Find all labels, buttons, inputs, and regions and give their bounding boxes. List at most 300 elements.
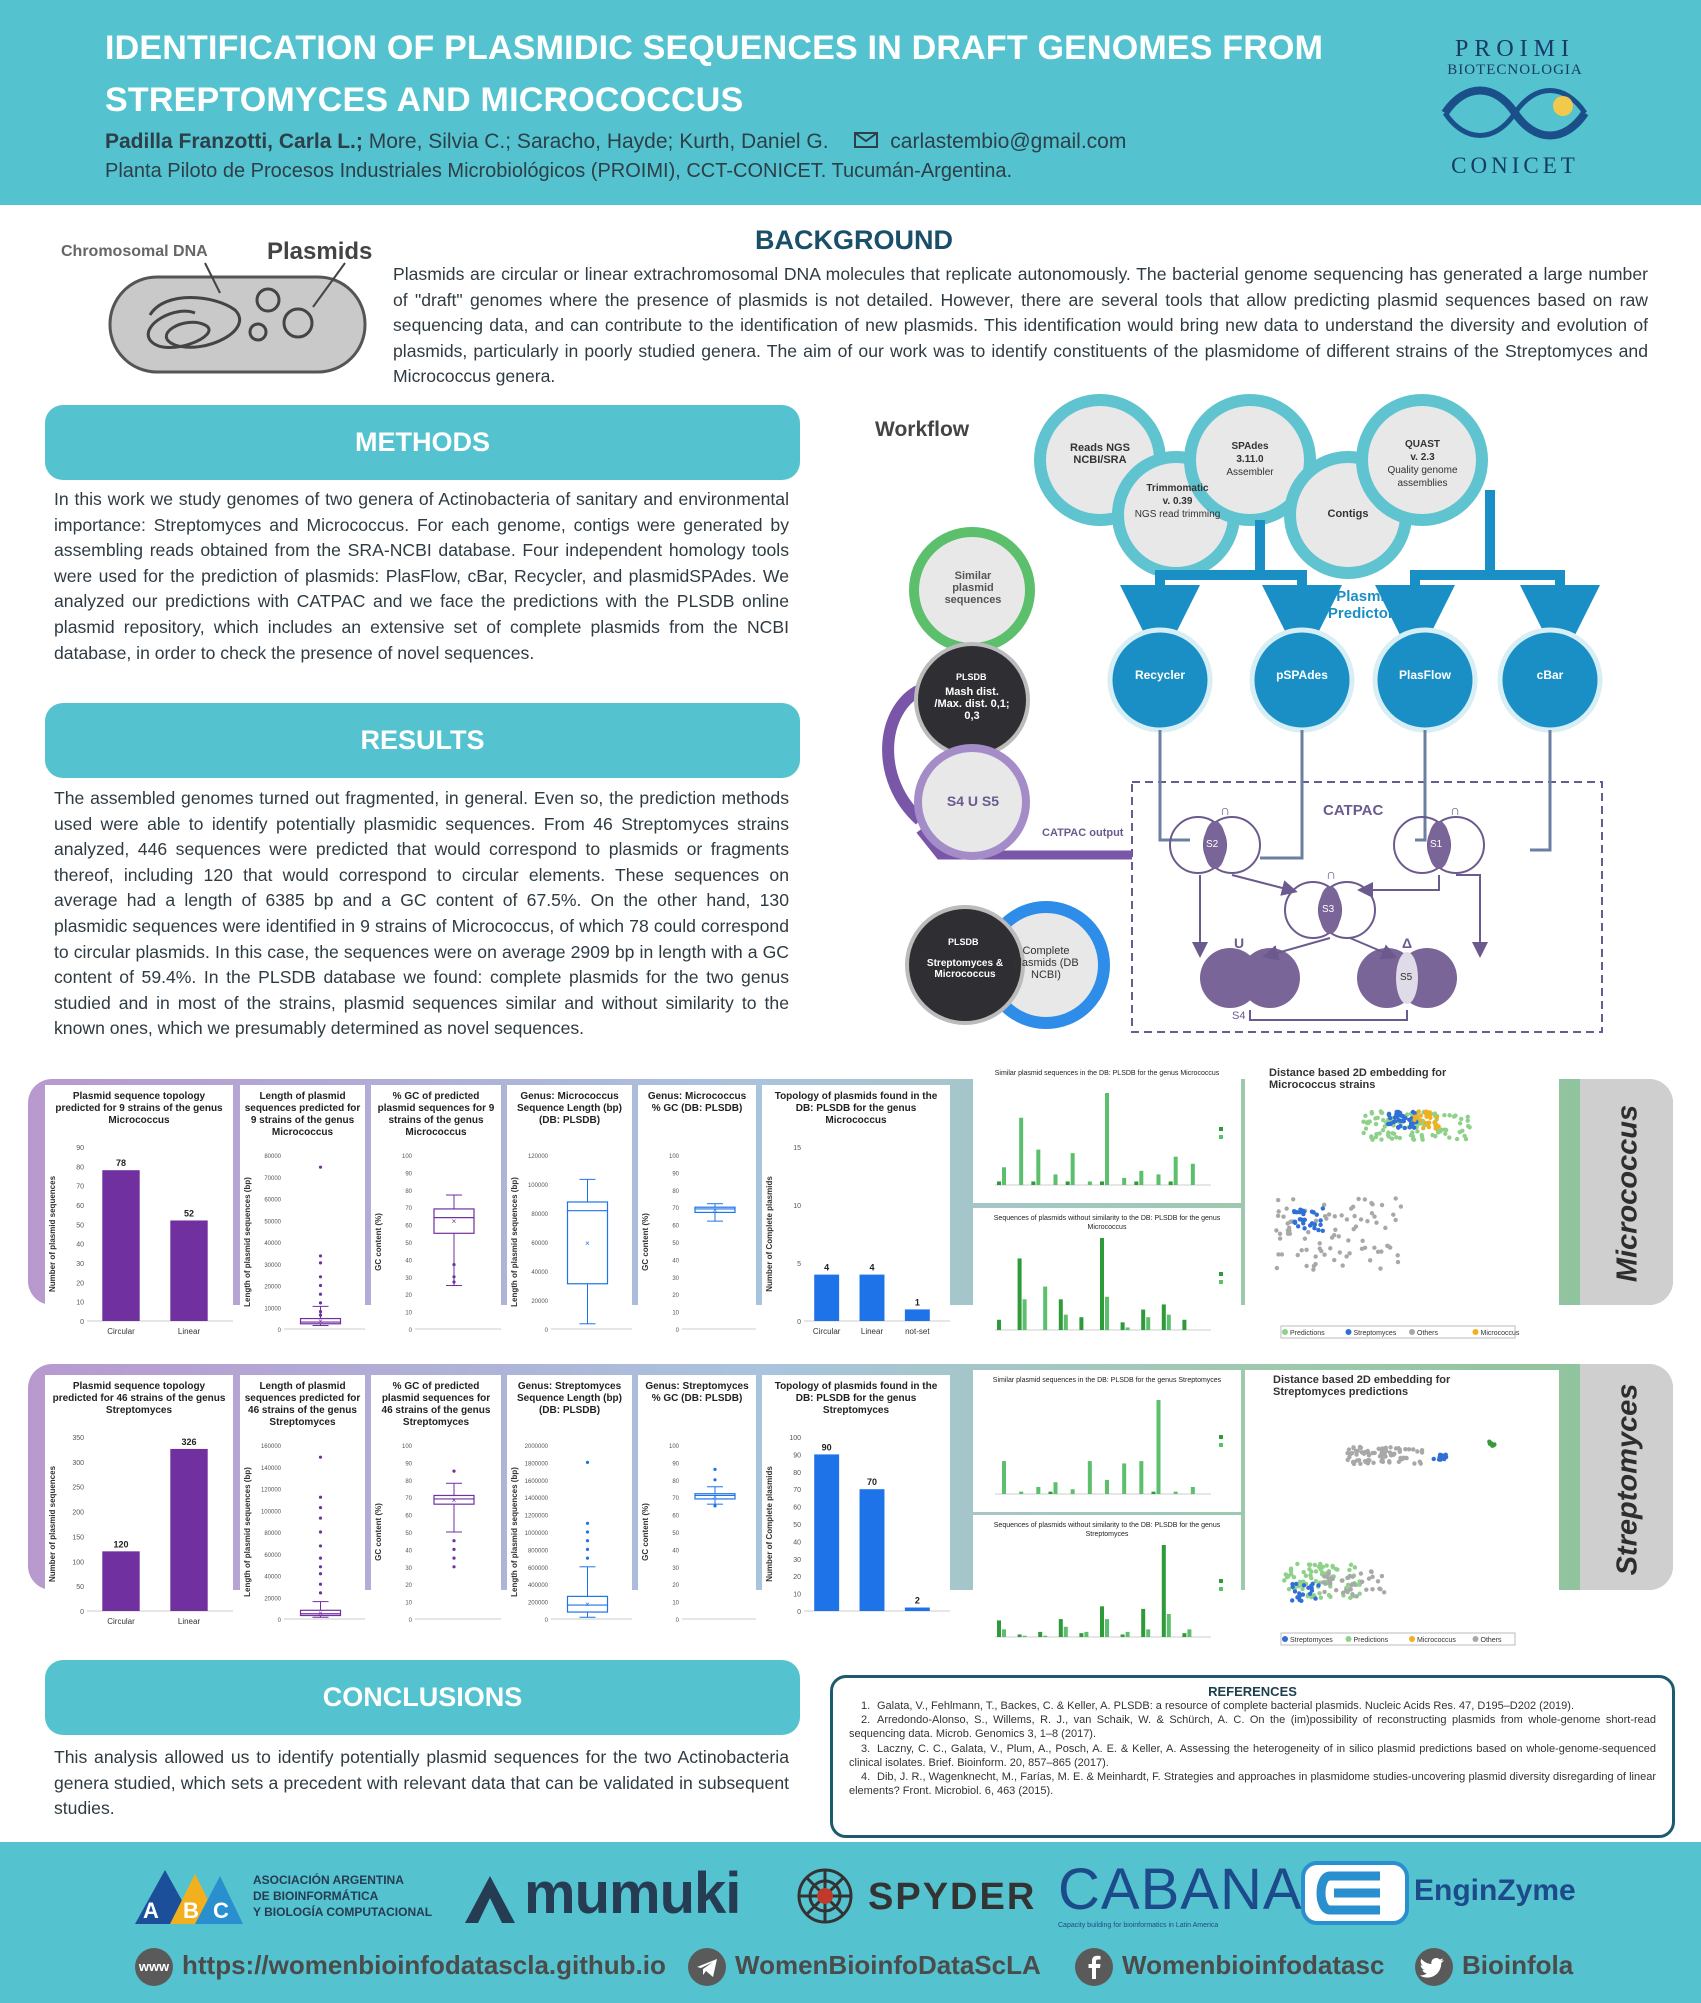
y-tick-label: 0 [80,1319,84,1326]
y-axis-label: Length of plasmid sequences (bp) [243,1177,252,1307]
scatter-point [1363,1459,1367,1463]
wf-catpac-label: CATPAC [1323,802,1384,819]
legend-marker [1473,1329,1479,1335]
scatter-point [1458,1121,1462,1125]
y-tick-label: 30 [672,1275,679,1282]
scatter-point [1316,1583,1320,1587]
wf-predictors-label: Plasmid Predictors [1327,588,1403,622]
scatter-point [1323,1581,1327,1585]
bar [905,1309,930,1321]
bar [1134,1181,1138,1185]
outlier-point [319,1275,322,1278]
scatter-point [1296,1224,1300,1228]
outlier-point [319,1565,322,1568]
scatter-point [1333,1228,1337,1232]
y-tick-label: 0 [797,1609,801,1616]
bar [1088,1181,1092,1185]
bar [1019,1118,1023,1185]
scatter-point [1290,1598,1294,1602]
scatter-point [1420,1450,1424,1454]
scatter-point [1398,1124,1402,1128]
outlier-point [452,1263,455,1266]
scatter-point [1312,1226,1316,1230]
y-tick-label: 40 [76,1241,84,1249]
bar [1167,1315,1171,1330]
reference-text: Galata, V., Fehlmann, T., Backes, C. & Keller, A. PLSDB: a resource of complete bacterial plasmids. Nucleic Acids Res. 47, D195–D202 (2019). [877,1700,1575,1712]
scatter-point [1374,1135,1378,1139]
scatter-point [1370,1211,1374,1215]
proimi-conicet-logo: PROIMI BIOTECNOLOGIA CONICET [1430,36,1600,186]
y-tick-label: 80 [405,1188,412,1195]
bar [1064,1627,1068,1637]
scatter-point [1350,1592,1354,1596]
y-tick-label: 1000000 [524,1531,548,1537]
scatter-point [1327,1212,1331,1216]
wf-set-s3: S3 [1322,904,1335,915]
scatter-point [1281,1214,1285,1218]
mean-marker: × [318,1608,323,1618]
y-tick-label: 10 [793,1203,801,1210]
scatter-point [1344,1254,1348,1258]
y-tick-label: 100 [668,1154,679,1160]
scatter-point [1442,1113,1446,1117]
wf-catpac-output: CATPAC output [1042,827,1124,839]
enginzyme-icon [1300,1860,1410,1926]
y-tick-label: 0 [277,1618,281,1624]
bar [1059,1619,1063,1637]
scatter-point [1330,1564,1334,1568]
wf-op-union: U [1234,935,1245,951]
y-tick-label: 30 [76,1261,84,1268]
y-tick-label: 2000000 [524,1444,548,1450]
scatter-point [1364,1587,1368,1591]
outlier-point [586,1530,589,1533]
y-tick-label: 10 [405,1310,412,1317]
y-tick-label: 90 [405,1171,412,1178]
bar [1018,1258,1022,1330]
bar [1105,1297,1109,1330]
scatter-point [1381,1118,1385,1122]
scatter-point [1420,1137,1424,1141]
scatter-point [1368,1258,1372,1262]
bar-value-label: 70 [866,1477,878,1488]
bar [1169,1181,1173,1185]
scatter-point [1304,1264,1308,1268]
y-tick-label: 10000 [264,1306,281,1313]
reference-item [849,1770,1656,1798]
scatter-point [1374,1122,1378,1126]
y-tick-label: 60 [405,1513,412,1520]
website-link[interactable]: https://womenbioinfodatascla.github.io [182,1950,666,1980]
y-tick-label: 600000 [527,1565,548,1572]
legend-marker [1473,1636,1479,1642]
wf-set-s4: S4 [1232,1010,1246,1022]
scatter-point [1338,1250,1342,1254]
scatter-point [1318,1562,1322,1566]
chart-svg [45,1375,233,1633]
scatter-point [1381,1128,1385,1132]
scatter-point [1300,1587,1304,1591]
scatter-point [1384,1446,1388,1450]
scatter-point [1430,1133,1434,1137]
bar [905,1608,930,1611]
cabana-logo: CABANA Capacity building for bioinformatics in Latin America [1058,1857,1303,1929]
micrococcus-genus-label: Micrococcus [1611,1104,1644,1283]
mail-icon [854,130,878,154]
scatter-point [1363,1246,1367,1250]
wf-set-s1: S1 [1430,839,1443,850]
scatter-point [1339,1213,1343,1217]
y-tick-label: 200000 [527,1600,548,1607]
bar [1036,1487,1040,1494]
scatter-point [1299,1599,1303,1603]
bar [170,1449,207,1611]
wf-union: S4 U S5 [946,793,1000,809]
legend-swatch [1219,1435,1223,1439]
scatter-point [1301,1221,1305,1225]
scatter-point [1382,1590,1386,1594]
bar [1174,1157,1178,1185]
wf-op-intersect-3: ∩ [1326,866,1337,882]
wf-op-diff: Δ [1402,935,1413,951]
scatter-point [1365,1219,1369,1223]
legend-swatch [1219,1127,1223,1131]
workflow-title: Workflow [875,418,970,441]
scatter-point [1317,1591,1321,1595]
y-tick-label: 70 [76,1183,84,1191]
bar [1121,1634,1125,1637]
scatter-point [1447,1135,1451,1139]
micro-topology-chart: Plasmid sequence topology predicted for 9 strains of the genus Micrococcus 0 10 20 30 40 50 60 70 80 90 Number of plasmid sequences 78 Circular 52 Linear [45,1085,233,1343]
y-axis-label: GC content (%) [374,1503,383,1561]
y-tick-label: 1400000 [524,1496,548,1503]
reference-number: 1. [861,1700,871,1712]
scatter-point [1337,1234,1341,1238]
scatter-point [1413,1115,1417,1119]
y-tick-label: 90 [76,1145,84,1152]
bar [1105,1093,1109,1185]
wf-complete: Complete plasmids (DB NCBI) [1013,945,1079,981]
scatter-point [1306,1230,1310,1234]
scatter-point [1369,1570,1373,1574]
bar-value-label: 2 [914,1595,920,1606]
scatter-point [1322,1253,1326,1257]
scatter-point [1302,1570,1306,1574]
facebook-link[interactable]: Womenbioinfodatasc [1122,1950,1385,1980]
micro-db-length-boxplot: Genus: Micrococcus Sequence Length (bp) (DB: PLSDB) 0 20000 40000 60000 80000 100000 120000 Length of plasmid sequences (bp) × [507,1085,632,1343]
scatter-point [1333,1214,1337,1218]
scatter-point [1396,1260,1400,1264]
y-tick-label: 10 [793,1591,801,1599]
scatter-point [1354,1452,1358,1456]
scatter-point [1363,1197,1367,1201]
micro-embedding-scatter: Distance based 2D embedding for Micrococcus strains Predictions Streptomyces Others Micrococcus [1245,1063,1559,1348]
scatter-point [1419,1113,1423,1117]
scatter-point [1359,1217,1363,1221]
scatter-point [1434,1126,1438,1130]
outlier-point [586,1522,589,1525]
legend-swatch [1219,1579,1223,1583]
twitter-icon [1415,1948,1453,1986]
bar [1064,1315,1068,1330]
bar [1122,1178,1126,1185]
bar [997,1320,1001,1330]
y-tick-label: 70 [793,1487,801,1495]
scatter-point [1290,1582,1294,1586]
y-tick-label: 50 [672,1531,679,1537]
scatter-point [1275,1266,1279,1270]
scatter-point [1328,1246,1332,1250]
scatter-point [1299,1248,1303,1252]
strep-db-length-boxplot: Genus: Streptomyces Sequence Length (bp) (DB: PLSDB) 0 200000 400000 600000 800000 1000000 1200000 1400000 1600000 1800000 2000000 Length of plasmid sequences (bp) × [507,1375,632,1633]
reference-item [849,1699,1656,1713]
scatter-point [1377,1447,1381,1451]
mumuki-icon [460,1868,520,1928]
scatter-point [1354,1224,1358,1228]
legend-label: Micrococcus [1417,1637,1456,1644]
chart-svg [507,1085,632,1343]
bar [1049,1492,1053,1494]
y-tick-label: 20 [76,1280,84,1288]
chart-svg [973,1063,1241,1203]
wf-tool-plasflow: PlasFlow [1398,668,1451,682]
y-tick-label: 60 [793,1504,801,1512]
scatter-point [1418,1459,1422,1463]
scatter-point [1352,1214,1356,1218]
scatter-point [1310,1209,1314,1213]
legend-swatch [1219,1135,1223,1139]
scatter-point [1378,1266,1382,1270]
chart-svg [638,1085,756,1343]
y-tick-label: 100 [401,1154,412,1160]
legend-swatch [1219,1272,1223,1276]
bar [1079,1633,1083,1637]
y-tick-label: 20000 [264,1596,281,1603]
bar [1100,1606,1104,1637]
bar-value-label: 78 [115,1158,127,1169]
outlier-point [319,1284,322,1287]
legend-swatch [1219,1280,1223,1284]
y-tick-label: 0 [80,1609,84,1616]
y-tick-label: 100 [72,1559,84,1567]
bar [1019,1492,1023,1494]
chart-svg [45,1085,233,1343]
wf-similar: Similar plasmid sequences [944,570,1002,606]
reference-number: 2. [861,1714,871,1727]
scatter-point [1423,1121,1427,1125]
scatter-point [1397,1460,1401,1464]
scatter-point [1296,1253,1300,1257]
svg-text:B: B [183,1898,199,1923]
outlier-point [586,1557,589,1560]
scatter-point [1324,1563,1328,1567]
scatter-point [1370,1111,1374,1115]
scatter-point [1364,1120,1368,1124]
y-axis-label: Length of plasmid sequences (bp) [510,1177,519,1307]
outlier-point [319,1166,322,1169]
y-tick-label: 10 [672,1310,679,1317]
scatter-point [1313,1596,1317,1600]
y-tick-label: 100000 [527,1183,548,1189]
y-tick-label: 120000 [260,1487,281,1494]
bar [997,1181,1001,1185]
scatter-point [1280,1252,1284,1256]
chart-svg [240,1085,365,1343]
outlier-point [319,1557,322,1560]
chart-svg [762,1085,950,1343]
chart-svg [1245,1063,1559,1348]
scatter-point [1335,1567,1339,1571]
y-tick-label: 80 [793,1469,801,1477]
mean-marker: × [712,1205,718,1215]
bar [102,1551,139,1611]
methods-text: In this work we study genomes of two genera of Actinobacteria of sanitary and environmental importance: Streptomyces and Micrococcus. For each genome, contigs were generated by assembling reads obtained from the SRA-NCBI database. Four independent homology tools were used for the prediction of plasmids: PlasFlow, cBar, Recycler, and plasmidSPAdes. We analyzed our predictions with CATPAC and we face the predictions with the PLSDB online plasmid repository, which includes an extensive set of complete plasmids from the NCBI database, in order to check the presence of novel sequences. [54,489,789,663]
chart-svg [371,1085,501,1343]
strep-embedding-scatter: Distance based 2D embedding for Streptomyces predictions Streptomyces Predictions Micrococcus Others [1245,1370,1559,1655]
y-tick-label: 30 [672,1565,679,1572]
scatter-point [1351,1446,1355,1450]
y-tick-label: 50000 [264,1219,281,1226]
y-tick-label: 120000 [527,1154,548,1160]
scatter-point [1370,1202,1374,1206]
bar [1157,1400,1161,1494]
scatter-point [1358,1445,1362,1449]
other-authors: More, Silvia C.; Saracho, Hayde; Kurth, Daniel G. [368,130,829,153]
y-tick-label: 1600000 [524,1478,548,1485]
bar [1036,1150,1040,1185]
scatter-point [1407,1447,1411,1451]
y-axis-label: Length of plasmid sequences (bp) [510,1467,519,1597]
y-tick-label: 50 [405,1531,412,1537]
scatter-point [1318,1246,1322,1250]
wf-trimmomatic: Trimmomatic v. 0.39 NGS read trimming [1134,483,1221,520]
y-tick-label: 150 [72,1534,84,1542]
scatter-point [1458,1130,1462,1134]
y-tick-label: 40000 [264,1241,281,1247]
scatter-point [1432,1457,1436,1461]
y-tick-label: 400000 [527,1583,548,1590]
scatter-point [1380,1203,1384,1207]
streptomyces-genus-label: Streptomyces [1611,1383,1644,1576]
y-tick-label: 60 [76,1203,84,1210]
twitter-link[interactable]: Bioinfola [1462,1950,1574,1980]
y-tick-label: 1200000 [524,1513,548,1520]
scatter-point [1282,1578,1286,1582]
outlier-point [452,1557,455,1560]
scatter-point [1310,1588,1314,1592]
y-tick-label: 20 [672,1293,679,1300]
authors [105,130,1126,154]
y-tick-label: 20000 [531,1299,548,1305]
bar [1191,1487,1195,1494]
wf-contigs: Contigs [1327,508,1369,520]
bar [1146,1317,1150,1330]
scatter-point [1322,1590,1326,1594]
scatter-point [1346,1575,1350,1579]
scatter-point [1379,1451,1383,1455]
scatter-point [1351,1205,1355,1209]
y-tick-label: 140000 [260,1465,281,1472]
y-tick-label: 350 [72,1435,84,1442]
scatter-point [1359,1450,1363,1454]
scatter-point [1340,1578,1344,1582]
outlier-point [319,1572,322,1575]
outlier-point [452,1280,455,1283]
scatter-point [1428,1116,1432,1120]
scatter-point [1291,1197,1295,1201]
scatter-point [1388,1445,1392,1449]
workflow-diagram [860,390,1680,1045]
bar [1105,1480,1109,1494]
scatter-point [1444,1453,1448,1457]
scatter-point [1302,1583,1306,1587]
scatter-point [1278,1236,1282,1240]
legend-marker [1346,1636,1352,1642]
scatter-point [1462,1134,1466,1138]
wf-set-s2: S2 [1206,839,1219,850]
scatter-point [1286,1231,1290,1235]
y-tick-label: 80000 [264,1531,281,1537]
scatter-point [1316,1228,1320,1232]
legend-marker [1409,1636,1415,1642]
scatter-point [1289,1566,1293,1570]
author-email[interactable]: carlastembio@gmail.com [890,130,1127,153]
scatter-point [1326,1571,1330,1575]
scatter-point [1363,1114,1367,1118]
scatter-point [1366,1451,1370,1455]
scatter-point [1323,1214,1327,1218]
y-tick-label: 50 [405,1241,412,1247]
scatter-point [1395,1115,1399,1119]
scatter-point [1386,1130,1390,1134]
x-category-label: Circular [107,1327,135,1336]
scatter-point [1415,1449,1419,1453]
y-tick-label: 50 [76,1222,84,1230]
legend-label: Others [1417,1330,1439,1337]
scatter-point [1391,1453,1395,1457]
scatter-point [1308,1563,1312,1567]
y-tick-label: 100 [401,1444,412,1450]
x-category-label: not-set [905,1327,930,1336]
scatter-point [1443,1132,1447,1136]
wf-spades: SPAdes 3.11.0 Assembler [1226,441,1274,478]
bar [1018,1634,1022,1637]
y-tick-label: 70000 [264,1175,281,1182]
y-axis-label: GC content (%) [374,1213,383,1271]
telegram-link[interactable]: WomenBioinfoDataScLA [735,1950,1041,1980]
scatter-point [1313,1563,1317,1567]
x-category-label: Circular [107,1617,135,1626]
outlier-point [319,1506,322,1509]
mean-marker: × [585,1238,590,1248]
y-tick-label: 60000 [264,1552,281,1559]
spyder-web-icon [790,1866,860,1926]
bar [1157,1174,1161,1185]
outlier-point [319,1254,322,1257]
bar [1162,1304,1166,1330]
bar-value-label: 120 [113,1539,129,1550]
outlier-point [319,1310,322,1313]
y-tick-label: 0 [675,1618,679,1624]
scatter-point [1391,1212,1395,1216]
scatter-point [1276,1198,1280,1202]
bar [1100,1181,1104,1185]
www-icon: www [135,1948,173,1986]
scatter-point [1466,1124,1470,1128]
y-tick-label: 50 [76,1584,84,1592]
scatter-point [1388,1116,1392,1120]
legend-marker [1409,1329,1415,1335]
